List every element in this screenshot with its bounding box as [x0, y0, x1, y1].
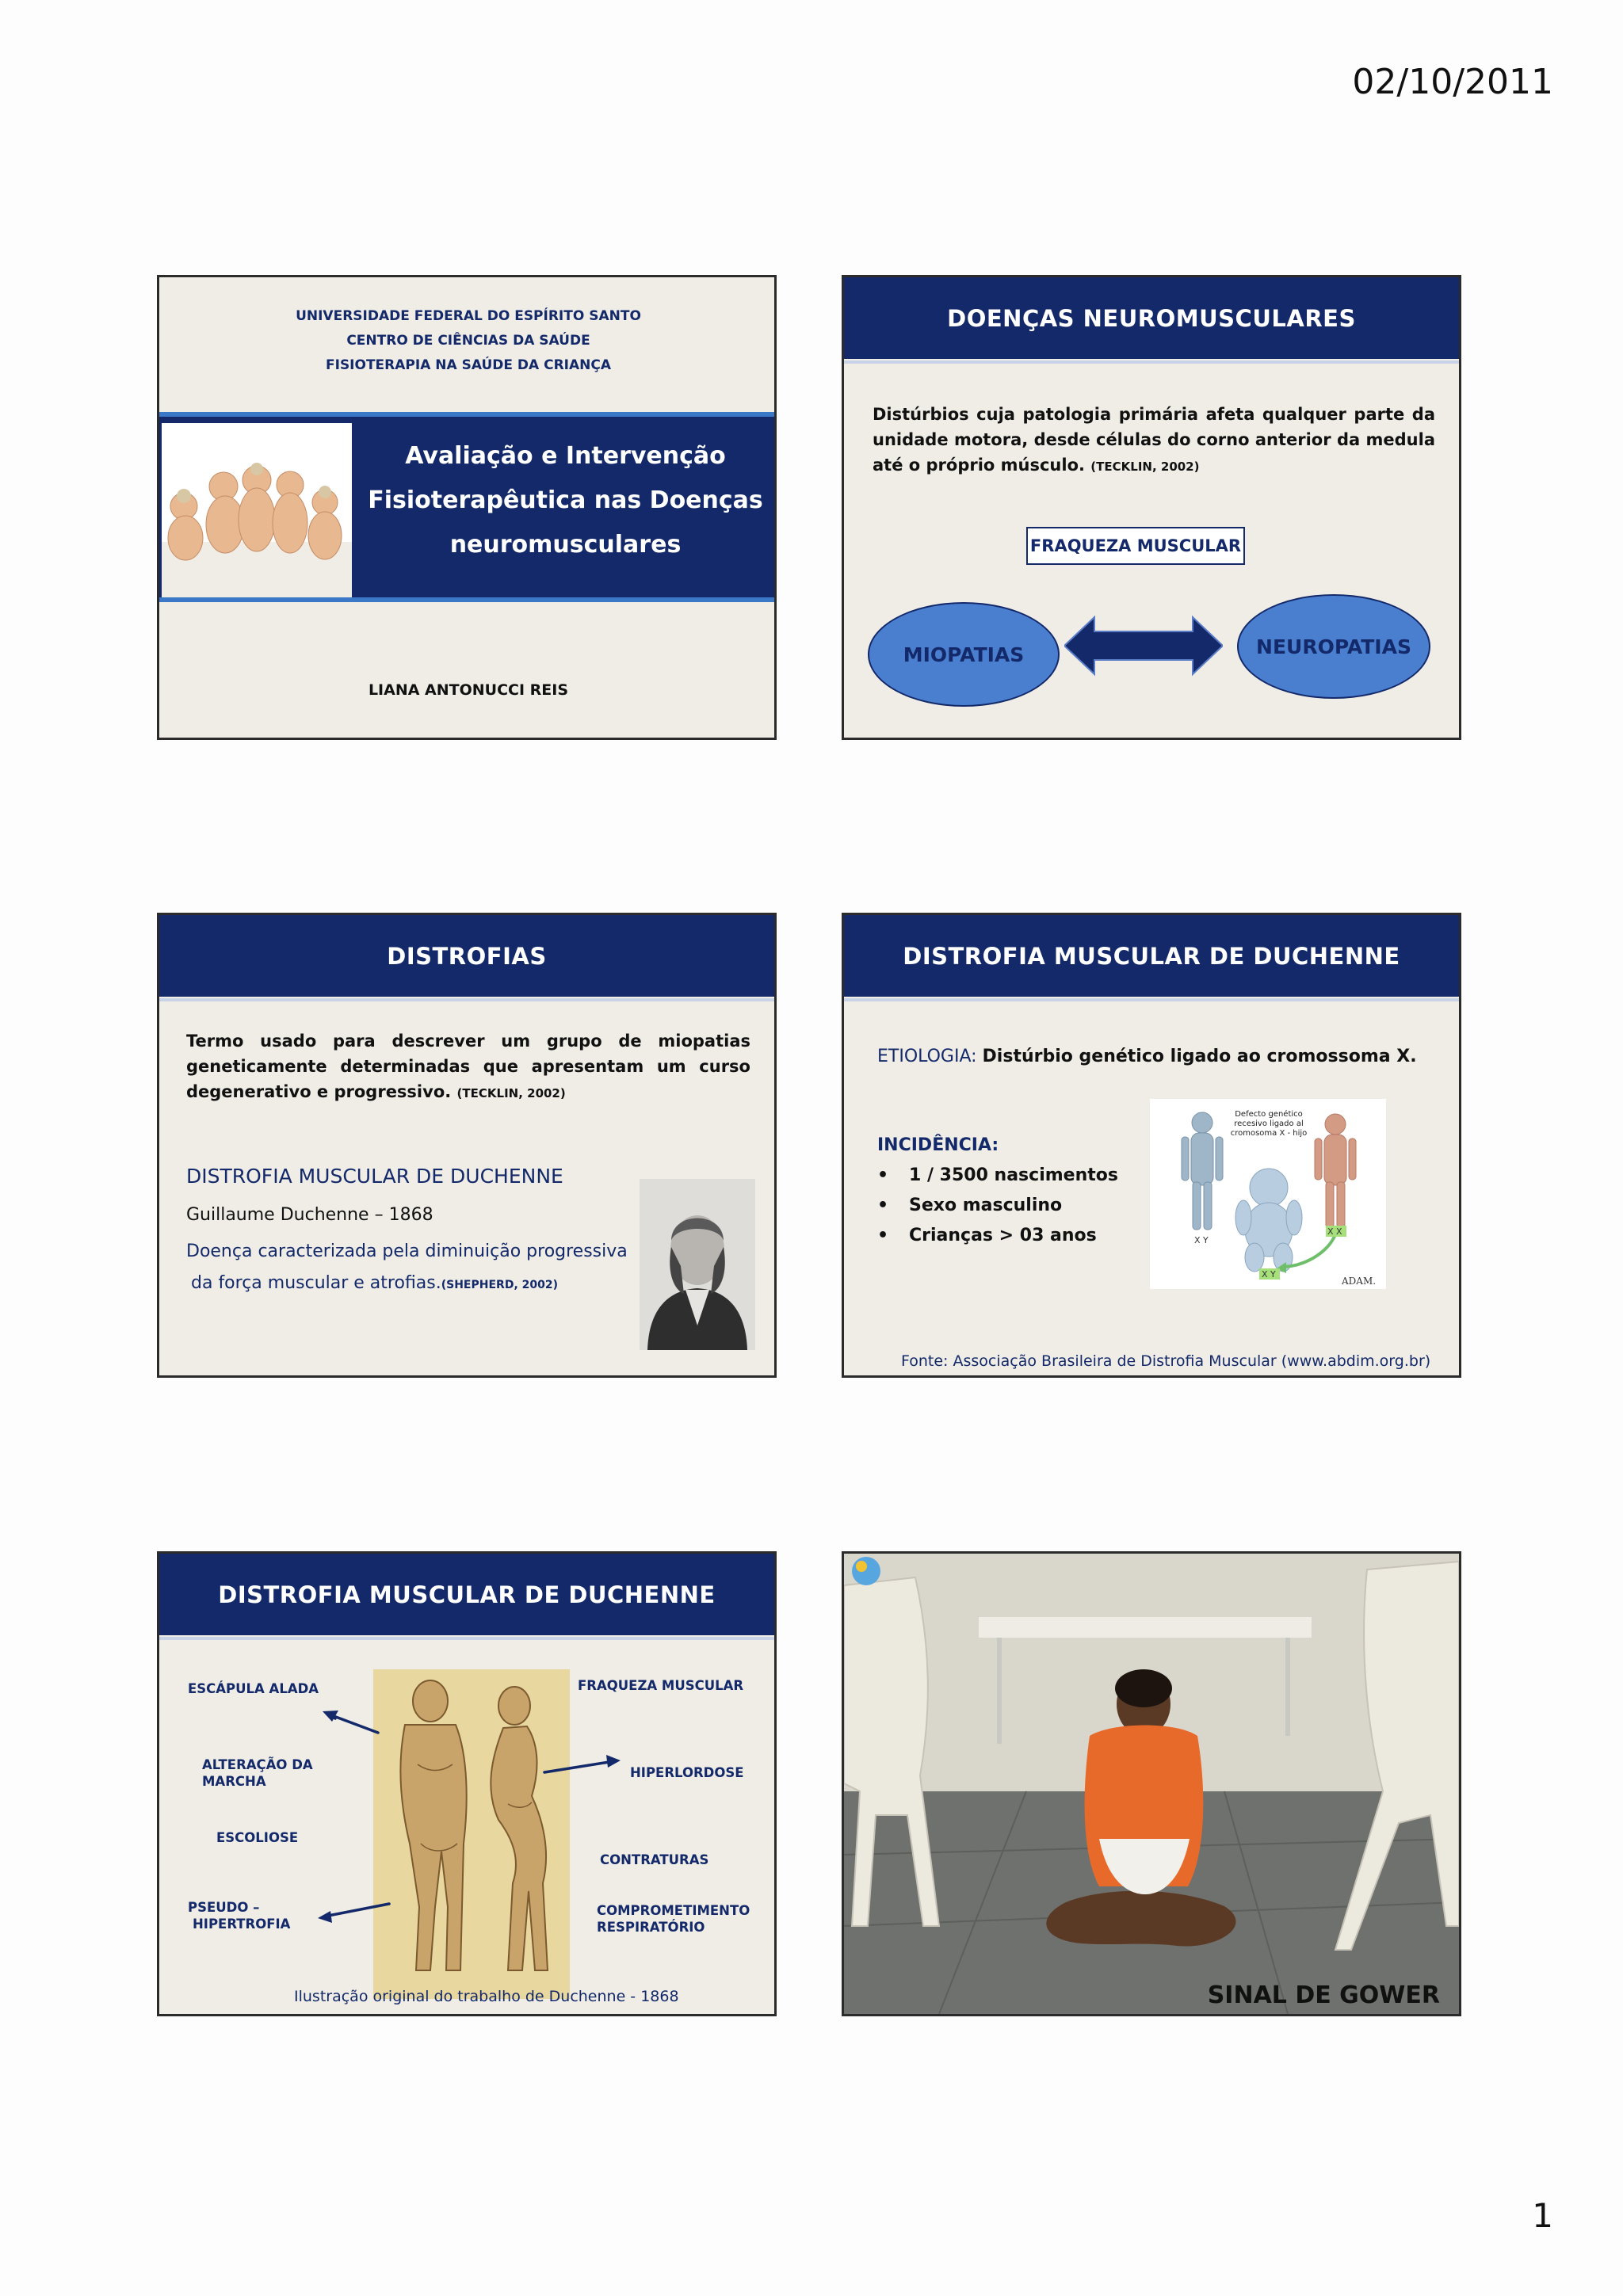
page-date: 02/10/2011: [1352, 62, 1553, 102]
incidence-list: [877, 1161, 1118, 1251]
slide-neuromuscular-diseases: [842, 275, 1461, 740]
list-item: • Crianças > 03 anos: [877, 1226, 1097, 1245]
label-line: PSEUDO –: [188, 1900, 260, 1915]
label-line: MARCHA: [202, 1774, 266, 1789]
figure-brand: ADAM.: [1342, 1276, 1377, 1287]
list-item-text: Sexo masculino: [909, 1196, 1063, 1215]
presentation-title: [357, 434, 773, 567]
figure-label-xy: X Y: [1194, 1235, 1209, 1245]
label-muscle-weakness: FRAQUEZA MUSCULAR: [578, 1678, 744, 1693]
label-scoliosis: ESCOLIOSE: [216, 1830, 299, 1845]
description-citation: (SHEPHERD, 2002): [441, 1279, 558, 1291]
label-hyperlordosis: HIPERLORDOSE: [630, 1765, 744, 1780]
incidence-label: INCIDÊNCIA:: [877, 1135, 999, 1155]
gowers-sign-caption: SINAL DE GOWER: [1207, 1981, 1440, 2009]
list-item-text: 1 / 3500 nascimentos: [909, 1165, 1118, 1185]
institution-line: FISIOTERAPIA NA SAÚDE DA CRIANÇA: [326, 357, 611, 373]
author-name: LIANA ANTONUCCI REIS: [368, 681, 569, 699]
description-text: da força muscular e atrofias.: [191, 1273, 441, 1293]
list-item-text: Crianças > 03 anos: [909, 1226, 1097, 1245]
figure-label-xx: X X: [1327, 1226, 1342, 1237]
slide-gowers-sign: [842, 1551, 1461, 2016]
slide-header: DISTROFIA MUSCULAR DE DUCHENNE: [844, 915, 1459, 997]
slide-title: [157, 275, 777, 740]
arrow-head-icon: [318, 1911, 332, 1923]
figure-caption-line: recesivo ligado al: [1234, 1119, 1304, 1128]
label-line: HIPERTROFIA: [193, 1917, 291, 1932]
title-line: neuromusculares: [449, 531, 682, 559]
definition-text: [186, 1028, 750, 1106]
title-line: Fisioterapêutica nas Doenças: [368, 486, 763, 514]
section-subtitle: DISTROFIA MUSCULAR DE DUCHENNE: [186, 1165, 563, 1188]
list-item: • 1 / 3500 nascimentos: [877, 1165, 1118, 1185]
list-item: • Sexo masculino: [877, 1196, 1063, 1215]
slide-header: DOENÇAS NEUROMUSCULARES: [844, 277, 1459, 359]
citation: (TECKLIN, 2002): [1090, 460, 1200, 474]
duchenne-portrait: [640, 1179, 755, 1350]
etiology-label: ETIOLOGIA:: [877, 1047, 977, 1066]
slide-dystrophies: [157, 913, 777, 1378]
label-line: ALTERAÇÃO DA: [202, 1757, 313, 1772]
definition-body: Termo usado para descrever um grupo de miopatias geneticamente determinadas que apresentam um curso degenerativo e progressivo.: [186, 1032, 750, 1101]
slide-duchenne-signs: [157, 1551, 777, 2016]
title-band: [159, 412, 774, 602]
description-line-2: [191, 1273, 558, 1293]
slide-header: DISTROFIAS: [159, 915, 774, 997]
muscle-weakness-box: FRAQUEZA MUSCULAR: [1026, 527, 1245, 565]
person-line: Guillaume Duchenne – 1868: [186, 1205, 433, 1225]
gowers-sign-photo: [844, 1554, 1459, 2014]
myopathies-ellipse: MIOPATIAS: [868, 602, 1060, 707]
institution-line: UNIVERSIDADE FEDERAL DO ESPÍRITO SANTO: [296, 308, 641, 324]
title-line: Avaliação e Intervenção: [405, 442, 726, 470]
arrow-line: [324, 1904, 389, 1917]
definition-body: Distúrbios cuja patologia primária afeta qualquer parte da unidade motora, desde células do corno anterior da medula até o próprio músculo.: [873, 405, 1435, 475]
genetic-figure: [1150, 1099, 1386, 1289]
institution-line: CENTRO DE CIÊNCIAS DA SAÚDE: [346, 333, 590, 349]
etiology-line: [877, 1047, 1417, 1066]
label-line: RESPIRATÓRIO: [597, 1920, 705, 1935]
figure-caption-line: cromosoma X - hijo: [1230, 1129, 1308, 1138]
arrow-head-icon: [606, 1755, 621, 1768]
arrow-line: [544, 1761, 614, 1772]
pointer-arrows: [159, 1554, 777, 2016]
label-winged-scapula: ESCÁPULA ALADA: [188, 1681, 319, 1696]
label-line: COMPROMETIMENTO: [597, 1903, 750, 1918]
definition-text: [873, 402, 1435, 479]
description-line-1: Doença caracterizada pela diminuição progressiva: [186, 1241, 628, 1261]
figure-caption-line: Defecto genético: [1235, 1110, 1303, 1119]
institution-block: [159, 304, 777, 378]
babies-photo: [162, 423, 352, 597]
double-arrow-icon: [1064, 614, 1223, 677]
figure-label-child: X Y: [1262, 1269, 1276, 1280]
etiology-text: Distúrbio genético ligado ao cromossoma X.: [982, 1047, 1417, 1066]
slide-header: DISTROFIA MUSCULAR DE DUCHENNE: [159, 1554, 774, 1635]
source-note: Fonte: Associação Brasileira de Distrofia Muscular (www.abdim.org.br): [901, 1352, 1431, 1370]
label-contractures: CONTRATURAS: [600, 1852, 709, 1867]
slide-duchenne-etiology: [842, 913, 1461, 1378]
illustration-caption: Ilustração original do trabalho de Duchenne - 1868: [294, 1988, 679, 2005]
neuropathies-ellipse: NEUROPATIAS: [1237, 594, 1430, 699]
citation: (TECKLIN, 2002): [456, 1086, 566, 1100]
page-number: 1: [1532, 2196, 1553, 2235]
